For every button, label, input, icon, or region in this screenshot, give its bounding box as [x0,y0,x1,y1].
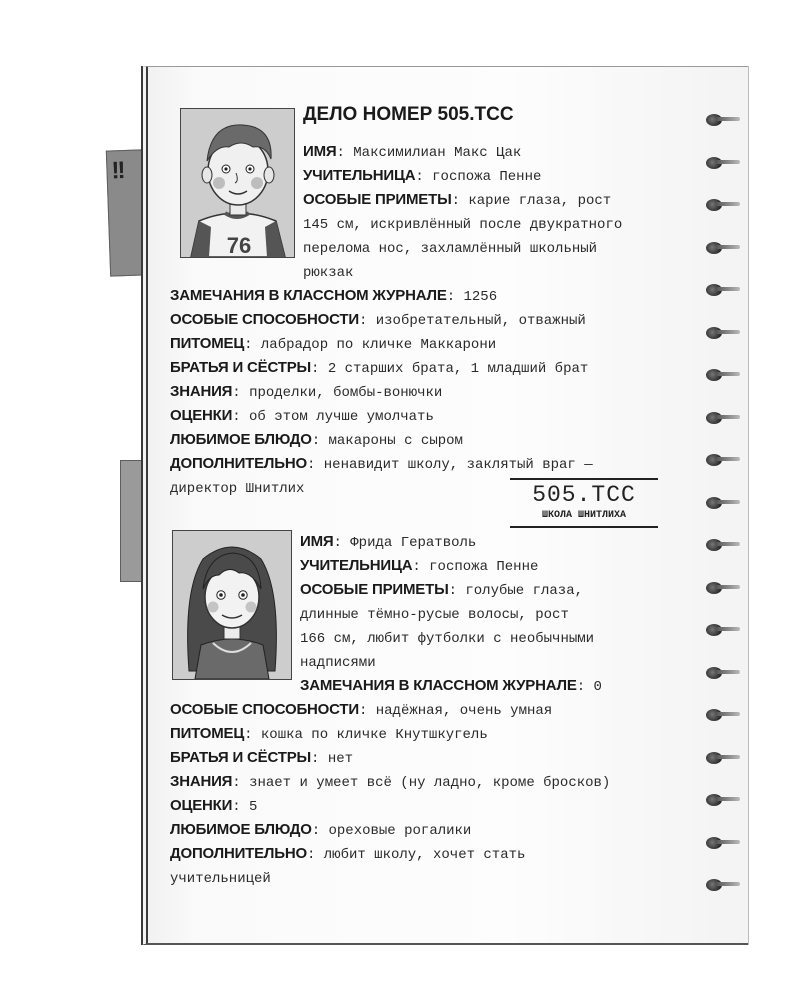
field-value: директор Шнитлих [170,481,305,497]
boy-portrait [180,108,295,258]
field-line [300,628,594,649]
field-label: ЛЮБИМОЕ БЛЮДО [170,431,312,448]
field-label: ИМЯ [303,143,337,160]
field-value: карие глаза, рост [468,193,612,209]
field-value: 0 [593,679,602,695]
spiral-ring [706,707,740,723]
field-value: 166 см, любит футболки с необычными [300,631,595,647]
field-value: длинные тёмно-русые волосы, рост [300,607,569,623]
field-label: ОСОБЫЕ ПРИМЕТЫ [303,191,452,208]
spiral-ring [706,155,740,171]
field-line [303,214,622,235]
field-line: ИМЯ: Максимилиан Макс Цак [303,143,522,161]
field-line: УЧИТЕЛЬНИЦА: госпожа Пенне [303,167,542,185]
spiral-ring [706,495,740,511]
shirt-number: 76 [226,233,252,257]
exclamation-mark: !! [111,157,124,185]
stamp-school-name: ШКОЛА ШНИТЛИХА [541,510,626,521]
spiral-ring [706,792,740,808]
field-line [303,238,597,259]
field-label: ОЦЕНКИ [170,407,233,424]
field-value: госпожа Пенне [432,169,542,185]
field-line: ДОПОЛНИТЕЛЬНО: ненавидит школу, заклятый враг — [170,455,593,473]
field-value: надписями [300,655,376,671]
stamp-code: 505.TCC [532,482,636,508]
field-value: перелома нос, захламлённый школьный [303,241,598,257]
field-label: ИМЯ [300,533,334,550]
field-value: об этом лучше умолчать [249,409,434,425]
field-line: ПИТОМЕЦ: кошка по кличке Кнутшкугель [170,725,488,743]
stamp-rule-bottom [510,526,658,528]
field-line: ОЦЕНКИ: 5 [170,797,258,815]
field-label: УЧИТЕЛЬНИЦА [303,167,416,184]
spiral-ring [706,197,740,213]
field-value: голубые глаза, [465,583,583,599]
spiral-ring [706,835,740,851]
field-label: БРАТЬЯ И СЁСТРЫ [170,359,312,376]
field-label: ПИТОМЕЦ [170,335,245,352]
field-label: ОСОБЫЕ ПРИМЕТЫ [300,581,449,598]
field-value: 145 см, искривлённый после двукратного [303,217,623,233]
field-line: ЗНАНИЯ: проделки, бомбы-вонючки [170,383,443,401]
spiral-ring [706,325,740,341]
field-label: ОСОБЫЕ СПОСОБНОСТИ [170,701,359,718]
field-value: 2 старших брата, 1 младший брат [327,361,589,377]
field-line [300,652,376,673]
spiral-ring [706,877,740,893]
field-value: Фрида Гератволь [350,535,477,551]
field-line: ЗАМЕЧАНИЯ В КЛАССНОМ ЖУРНАЛЕ: 0 [300,677,602,695]
field-line: УЧИТЕЛЬНИЦА: госпожа Пенне [300,557,539,575]
field-value: 5 [249,799,258,815]
field-line: ДОПОЛНИТЕЛЬНО: любит школу, хочет стать [170,845,526,863]
field-line: БРАТЬЯ И СЁСТРЫ: нет [170,749,354,767]
field-value: ореховые рогалики [328,823,472,839]
field-value: учительницей [170,871,271,887]
field-label: ЗНАНИЯ [170,773,233,790]
field-value: проделки, бомбы-вонючки [249,385,443,401]
field-label: ЗНАНИЯ [170,383,233,400]
case-title: ДЕЛО НОМЕР 505.TCC [303,104,514,125]
field-value: надёжная, очень умная [375,703,553,719]
stamp-rule-top [510,478,658,480]
field-label: УЧИТЕЛЬНИЦА [300,557,413,574]
spiral-ring [706,665,740,681]
field-line: ЗНАНИЯ: знает и умеет всё (ну ладно, кроме бросков) [170,773,611,791]
field-label: БРАТЬЯ И СЁСТРЫ [170,749,312,766]
field-label: ПИТОМЕЦ [170,725,245,742]
field-line: ПИТОМЕЦ: лабрадор по кличке Маккарони [170,335,497,353]
school-stamp [510,476,658,530]
spiral-ring [706,580,740,596]
field-value: Максимилиан Макс Цак [353,145,522,161]
field-value: макароны с сыром [328,433,463,449]
field-value: любит школу, хочет стать [323,847,526,863]
field-value: изобретательный, отважный [375,313,586,329]
field-line: ОЦЕНКИ: об этом лучше умолчать [170,407,434,425]
field-label: ДОПОЛНИТЕЛЬНО [170,845,307,862]
spiral-ring [706,410,740,426]
field-label: ОСОБЫЕ СПОСОБНОСТИ [170,311,359,328]
spiral-ring [706,452,740,468]
field-value: 1256 [463,289,498,305]
field-label: ДОПОЛНИТЕЛЬНО [170,455,307,472]
field-label: ЗАМЕЧАНИЯ В КЛАССНОМ ЖУРНАЛЕ [170,287,447,304]
field-line: ЗАМЕЧАНИЯ В КЛАССНОМ ЖУРНАЛЕ: 1256 [170,287,498,305]
field-line: ОСОБЫЕ СПОСОБНОСТИ: надёжная, очень умная [170,701,553,719]
field-line [170,478,304,499]
field-value: нет [327,751,354,767]
field-value: лабрадор по кличке Маккарони [260,337,497,353]
field-line: ЛЮБИМОЕ БЛЮДО: ореховые рогалики [170,821,472,839]
field-line: ОСОБЫЕ СПОСОБНОСТИ: изобретательный, отважный [170,311,586,329]
spiral-ring [706,282,740,298]
field-line [170,868,271,889]
field-value: знает и умеет всё (ну ладно, кроме бросков) [249,775,611,791]
girl-portrait [172,530,292,680]
field-line [300,604,569,625]
spiral-ring [706,622,740,638]
spiral-ring [706,112,740,128]
field-value: рюкзак [303,265,354,281]
field-label: ОЦЕНКИ [170,797,233,814]
field-label: ЗАМЕЧАНИЯ В КЛАССНОМ ЖУРНАЛЕ [300,677,577,694]
field-value: кошка по кличке Кнутшкугель [260,727,488,743]
spiral-ring [706,537,740,553]
field-line: ЛЮБИМОЕ БЛЮДО: макароны с сыром [170,431,463,449]
field-line: БРАТЬЯ И СЁСТРЫ: 2 старших брата, 1 младший брат [170,359,589,377]
field-value: госпожа Пенне [429,559,539,575]
field-line: ИМЯ: Фрида Гератволь [300,533,477,551]
field-line: ОСОБЫЕ ПРИМЕТЫ: голубые глаза, [300,581,583,599]
spiral-ring [706,367,740,383]
field-line [303,262,353,283]
spiral-ring [706,750,740,766]
field-label: ЛЮБИМОЕ БЛЮДО [170,821,312,838]
field-line: ОСОБЫЕ ПРИМЕТЫ: карие глаза, рост [303,191,612,209]
spiral-ring [706,240,740,256]
field-value: ненавидит школу, заклятый враг — [323,457,593,473]
